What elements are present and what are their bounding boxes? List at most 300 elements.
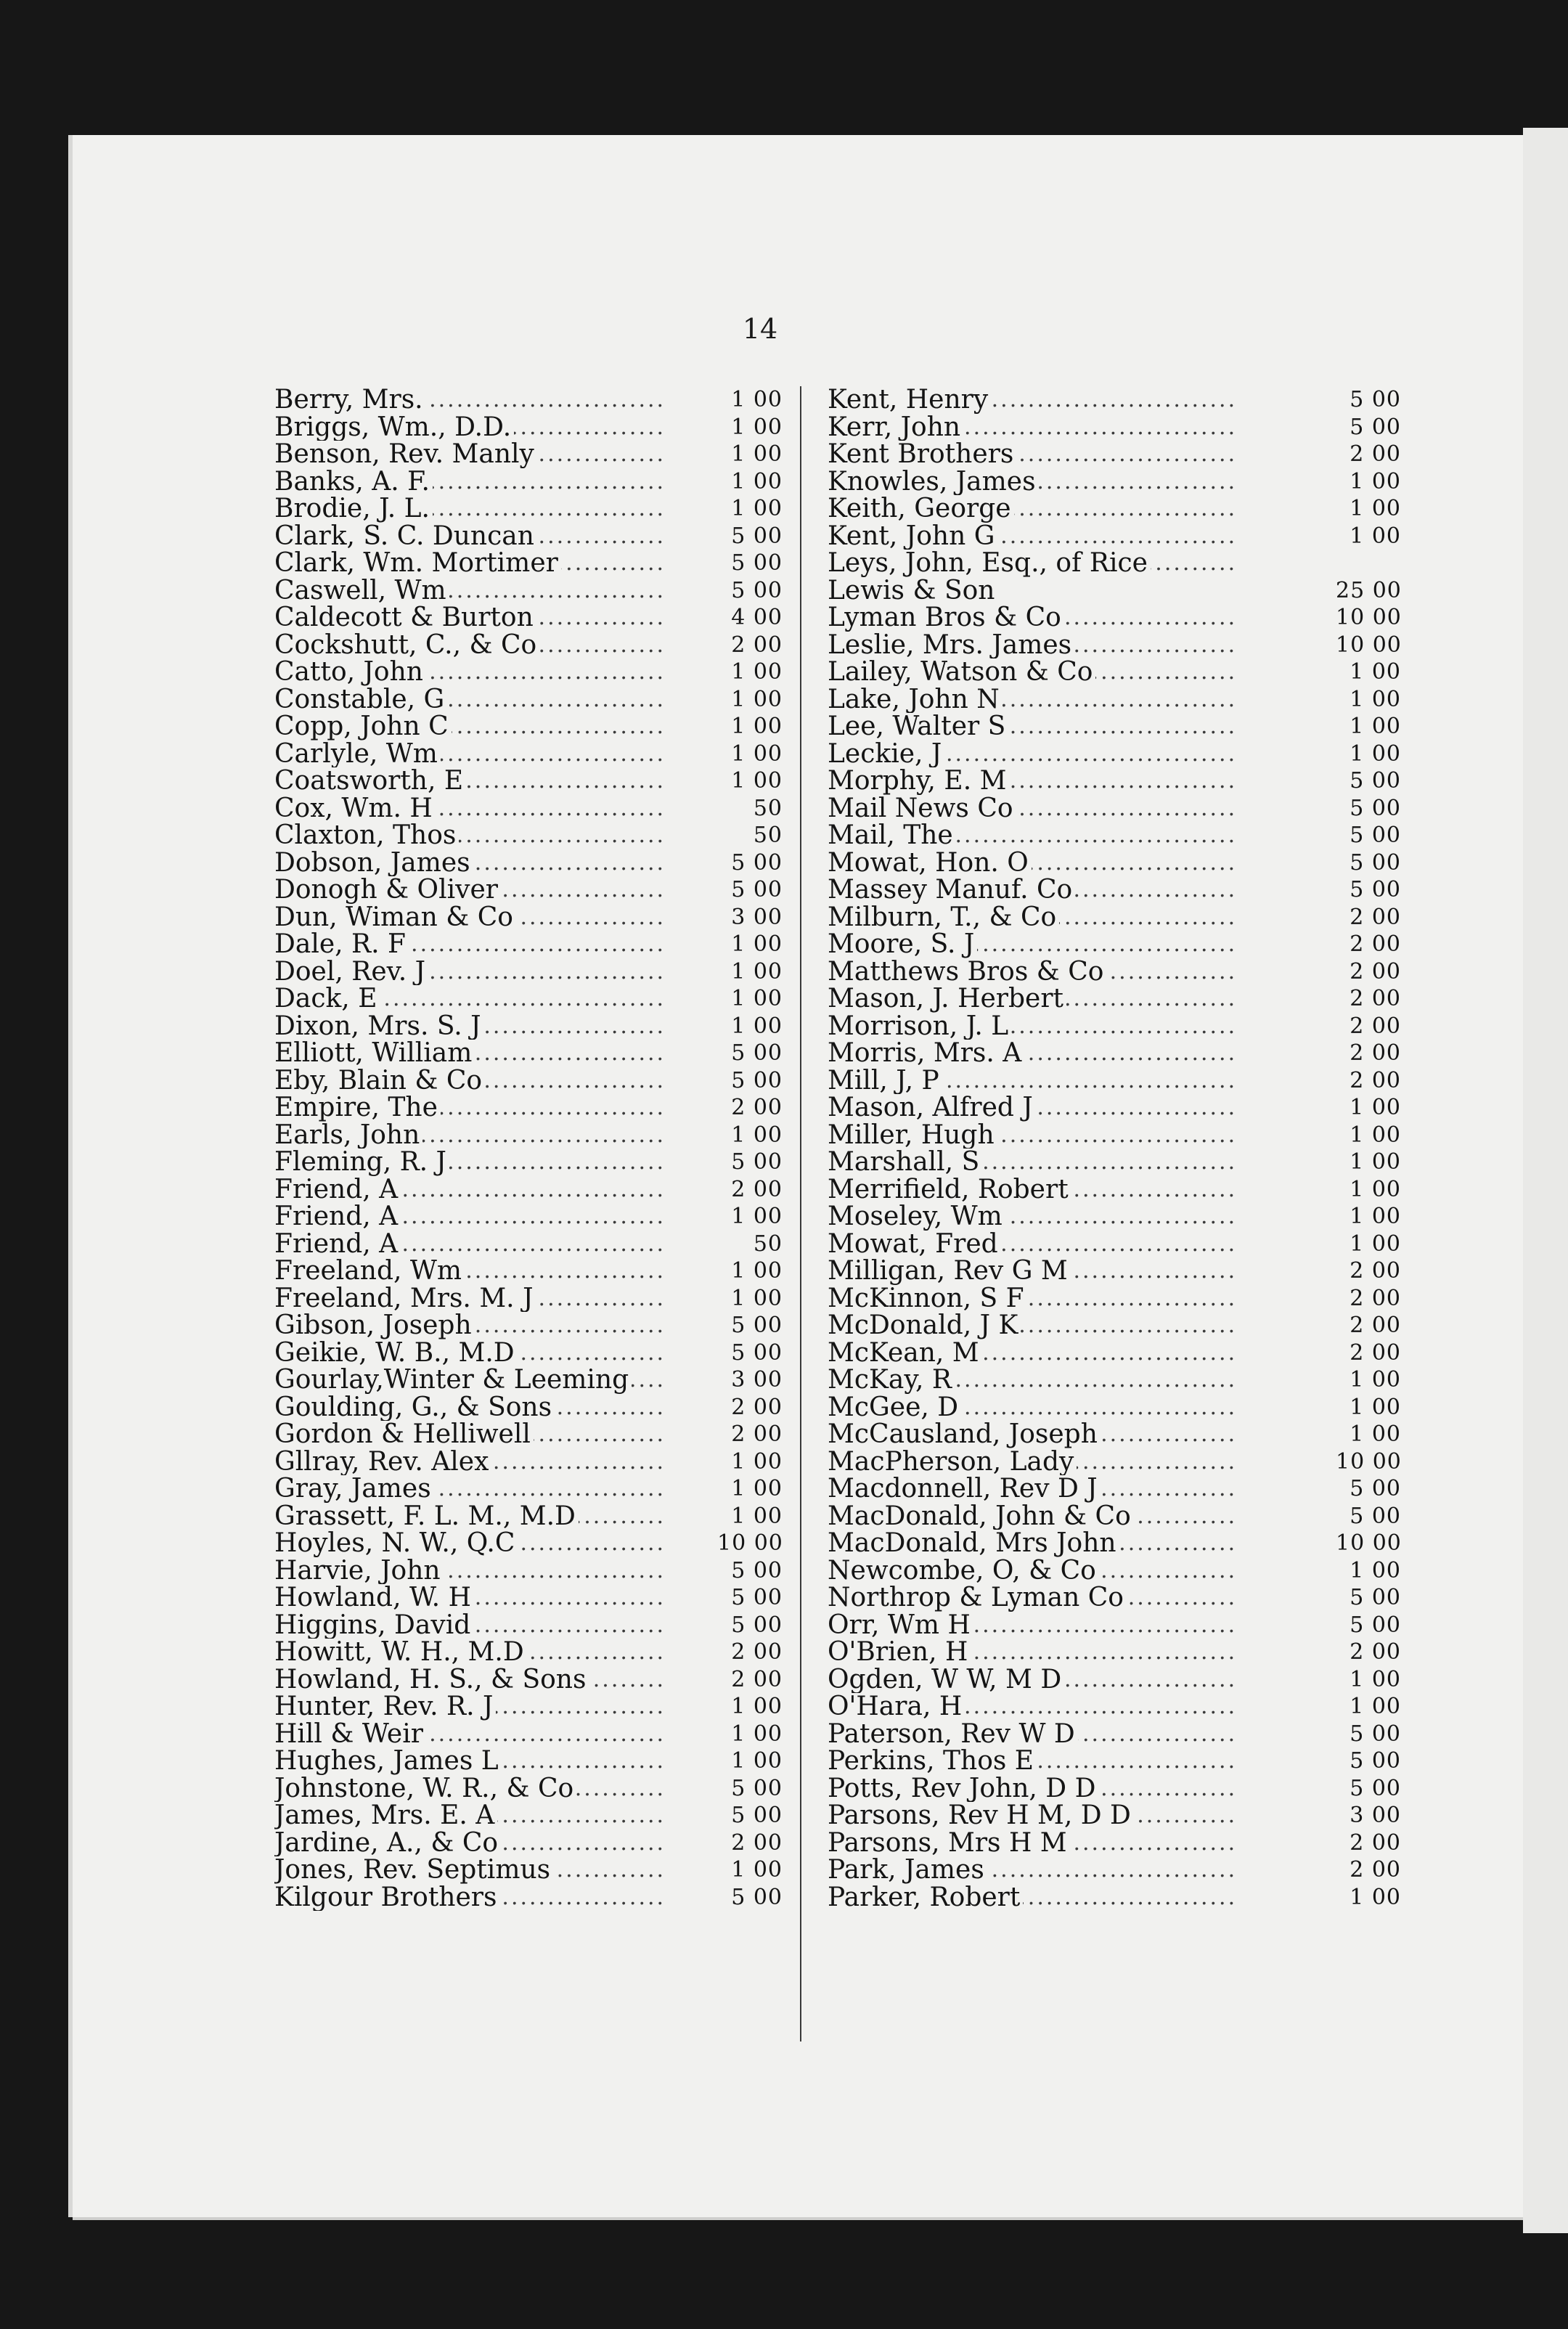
subscriber-name — [828, 1557, 1234, 1585]
subscriber-name — [274, 1666, 666, 1694]
subscription-amount: 3 00 — [1349, 1803, 1401, 1828]
list-item — [274, 1503, 855, 1530]
list-item — [274, 414, 855, 441]
subscription-amount: 5 00 — [1349, 768, 1401, 794]
subscriber-name-text: O'Hara, H — [828, 1693, 965, 1721]
subscriber-name-text: Clark, Wm. Mortimer — [274, 550, 561, 577]
subscriber-name-text: McGee, D — [828, 1394, 961, 1422]
list-item — [274, 1040, 855, 1067]
list-item — [274, 1203, 855, 1231]
subscriber-name — [274, 904, 666, 931]
subscriber-name-text: Carlyle, Wm — [274, 741, 441, 768]
list-item — [274, 1721, 855, 1748]
subscriber-name-text: McKean, M — [828, 1339, 982, 1367]
list-item — [274, 1067, 855, 1095]
subscription-amount: 1 00 — [1349, 686, 1401, 712]
list-item — [828, 904, 1510, 931]
subscription-amount: 5 00 — [1349, 1775, 1401, 1801]
subscriber-name — [828, 1257, 1234, 1285]
subscription-amount: 5 00 — [1349, 1476, 1401, 1501]
subscriber-name — [828, 1013, 1234, 1040]
subscription-amount: 5 00 — [1349, 1585, 1401, 1610]
list-item — [828, 1394, 1510, 1422]
list-item — [828, 1884, 1510, 1912]
subscription-amount: 1 00 — [1349, 468, 1401, 494]
subscriber-name — [274, 1530, 666, 1557]
adjacent-page-edge — [1523, 128, 1568, 2233]
subscription-amount: 5 00 — [731, 1040, 783, 1066]
subscription-amount: 1 00 — [731, 1258, 783, 1284]
subscriber-name-text: Mill, J, P — [828, 1067, 942, 1095]
subscriber-name — [828, 1312, 1234, 1339]
page-number: 14 — [742, 313, 778, 345]
list-item — [274, 632, 855, 659]
subscriber-name — [274, 931, 666, 958]
subscriber-name-text: Empire, The — [274, 1094, 441, 1122]
list-item — [274, 1231, 855, 1258]
subscription-amount: 1 00 — [1349, 1694, 1401, 1719]
subscriber-name — [274, 468, 666, 496]
subscription-amount: 5 00 — [731, 1149, 783, 1175]
subscription-amount: 50 — [753, 823, 783, 848]
subscription-amount: 2 00 — [731, 1639, 783, 1665]
subscription-amount: 5 00 — [1349, 414, 1401, 440]
subscriber-name — [274, 386, 666, 414]
subscriber-name-text: Hunter, Rev. R. J — [274, 1693, 496, 1721]
subscriber-name-text: Earls, John — [274, 1122, 422, 1149]
list-item — [828, 1176, 1510, 1204]
subscription-amount: 25 00 — [1336, 577, 1402, 603]
list-item — [828, 849, 1510, 877]
subscriber-name-text: Clark, S. C. Duncan — [274, 523, 537, 550]
subscription-amount: 1 00 — [1349, 1231, 1401, 1257]
subscription-amount: 1 00 — [731, 1748, 783, 1774]
subscriber-name — [828, 1802, 1234, 1830]
subscriber-name-text: Coatsworth, E — [274, 767, 466, 795]
subscription-amount: 5 00 — [1349, 1748, 1401, 1774]
subscriber-name-text: Dack, E — [274, 985, 380, 1013]
subscriber-name-text: Claxton, Thos — [274, 822, 459, 849]
subscription-amount: 2 00 — [1349, 904, 1401, 930]
list-item — [828, 1721, 1510, 1748]
subscriber-name-text: Caswell, Wm — [274, 577, 449, 605]
subscriber-name-text: James, Mrs. E. A — [274, 1802, 497, 1830]
subscription-amount: 1 00 — [731, 768, 783, 794]
subscriber-name-text: Morris, Mrs. A — [828, 1040, 1024, 1067]
subscriber-name-text: Friend, A — [274, 1231, 401, 1258]
subscriber-name-text: Lyman Bros & Co — [828, 604, 1064, 632]
subscriber-name-text: Moore, S. J — [828, 931, 977, 958]
subscription-amount: 2 00 — [1349, 1013, 1401, 1039]
subscription-amount: 5 00 — [731, 1775, 783, 1801]
subscriber-name — [828, 1339, 1234, 1367]
subscriber-name-text: Kent, Henry — [828, 386, 991, 414]
subscriber-name — [828, 1747, 1234, 1775]
subscriber-name-text: McCausland, Joseph — [828, 1421, 1101, 1448]
subscriber-name-text: Higgins, David — [274, 1612, 473, 1639]
subscriber-name — [828, 1475, 1234, 1503]
subscription-amount: 3 00 — [731, 1367, 783, 1392]
subscription-amount: 1 00 — [1349, 1557, 1401, 1583]
list-item — [274, 1394, 855, 1422]
subscriber-name — [828, 1176, 1234, 1204]
subscription-amount: 5 00 — [731, 1884, 783, 1910]
subscription-amount: 10 00 — [1336, 605, 1402, 630]
subscription-amount: 1 00 — [1349, 1149, 1401, 1175]
subscriber-name-text: Doel, Rev. J — [274, 958, 428, 986]
list-item — [828, 795, 1510, 823]
list-item — [274, 1856, 855, 1884]
subscriber-name-text: Mowat, Hon. O — [828, 849, 1032, 877]
subscriber-name — [274, 985, 666, 1013]
subscriber-name — [828, 822, 1234, 849]
subscriber-name — [828, 1394, 1234, 1422]
subscriber-name-text: Harvie, John — [274, 1557, 444, 1585]
subscriber-name-text: MacDonald, John & Co — [828, 1503, 1134, 1530]
subscriber-name-text: Massey Manuf. Co — [828, 876, 1075, 904]
subscriber-name — [274, 1122, 666, 1149]
subscriber-name-text: Mail, The — [828, 822, 956, 849]
subscriber-name-text: MacDonald, Mrs John — [828, 1530, 1119, 1557]
subscription-amount: 2 00 — [1349, 1258, 1401, 1284]
subscriber-name — [828, 1067, 1234, 1095]
subscription-amount: 5 00 — [731, 523, 783, 549]
subscriber-name-text: Jones, Rev. Septimus — [274, 1856, 553, 1884]
subscriber-name-text: Northrop & Lyman Co — [828, 1584, 1127, 1612]
subscription-amount: 5 00 — [731, 1557, 783, 1583]
subscription-amount: 2 00 — [731, 632, 783, 658]
subscriber-name — [274, 1693, 666, 1721]
subscription-amount: 1 00 — [731, 1285, 783, 1311]
list-item — [828, 1802, 1510, 1830]
subscriber-name-text: Mason, J. Herbert — [828, 985, 1066, 1013]
list-item — [274, 1612, 855, 1639]
subscriber-name — [828, 931, 1234, 958]
subscription-amount: 5 00 — [1349, 387, 1401, 412]
list-item — [828, 1639, 1510, 1666]
list-item — [274, 1475, 855, 1503]
subscriber-name — [828, 604, 1234, 632]
subscriber-name-text: Freeland, Mrs. M. J — [274, 1285, 536, 1313]
subscriber-name-text: Matthews Bros & Co — [828, 958, 1106, 986]
subscriber-name-text: Banks, A. F. — [274, 468, 433, 496]
subscriber-name-text: Geikie, W. B., M.D — [274, 1339, 518, 1367]
subscriber-name-text: Howitt, W. H., M.D — [274, 1639, 527, 1666]
subscriber-name-text: Orr, Wm H — [828, 1612, 973, 1639]
subscription-amount: 2 00 — [1349, 986, 1401, 1011]
subscriber-name-text: Moseley, Wm — [828, 1203, 1005, 1231]
subscriber-name — [274, 1856, 666, 1884]
list-item — [274, 849, 855, 877]
subscriber-name — [828, 767, 1234, 795]
subscriber-name — [828, 795, 1234, 823]
subscription-amount: 1 00 — [731, 1448, 783, 1475]
list-item — [828, 1257, 1510, 1285]
subscriber-name-text: Morphy, E. M — [828, 767, 1009, 795]
subscriber-name-text: Gllray, Rev. Alex — [274, 1448, 491, 1476]
subscriber-name — [828, 1421, 1234, 1448]
list-item — [274, 1693, 855, 1721]
list-item — [828, 1830, 1510, 1857]
subscription-amount: 2 00 — [1349, 958, 1401, 984]
list-item — [828, 985, 1510, 1013]
subscription-amount: 1 00 — [1349, 523, 1401, 549]
list-item — [828, 523, 1510, 550]
subscriber-name — [274, 713, 666, 741]
subscription-amount: 1 00 — [1349, 659, 1401, 685]
list-item — [828, 1203, 1510, 1231]
subscriber-name-text: Dale, R. F — [274, 931, 409, 958]
list-item — [828, 1775, 1510, 1803]
subscriber-name — [828, 550, 1234, 577]
document-page — [73, 135, 1523, 2217]
subscriber-name — [828, 1775, 1234, 1803]
subscriber-name-text: Cox, Wm. H — [274, 795, 436, 823]
subscription-amount: 2 00 — [1349, 1857, 1401, 1883]
list-item — [274, 1775, 855, 1803]
subscriber-name — [828, 468, 1234, 496]
list-item — [274, 686, 855, 714]
subscriber-name — [828, 1094, 1234, 1122]
subscriber-name-text: Eby, Blain & Co — [274, 1067, 485, 1095]
subscriber-name-text: Paterson, Rev W D — [828, 1721, 1078, 1748]
subscriber-name-text: Leckie, J — [828, 741, 944, 768]
list-item — [274, 1639, 855, 1666]
subscription-amount: 5 00 — [731, 1313, 783, 1338]
subscriber-name — [828, 577, 1234, 605]
subscriber-name — [274, 1231, 666, 1258]
list-item — [828, 577, 1510, 605]
list-item — [828, 1339, 1510, 1367]
subscriber-name — [274, 686, 666, 714]
subscriber-name-text: Johnstone, W. R., & Co — [274, 1775, 576, 1803]
list-item — [274, 985, 855, 1013]
subscription-amount: 1 00 — [731, 387, 783, 412]
subscription-amount: 10 00 — [1336, 1448, 1402, 1475]
list-item — [274, 1747, 855, 1775]
subscriber-name — [274, 1067, 666, 1095]
subscriber-name-text: Newcombe, O, & Co — [828, 1557, 1099, 1585]
subscriber-name — [274, 1747, 666, 1775]
subscriber-name — [828, 1639, 1234, 1666]
subscriber-name — [828, 386, 1234, 414]
subscriber-name — [274, 1503, 666, 1530]
subscriber-name-text: Hoyles, N. W., Q.C — [274, 1530, 518, 1557]
subscriber-name-text: Catto, John — [274, 658, 426, 686]
subscription-amount: 1 00 — [731, 1721, 783, 1747]
list-item — [274, 1013, 855, 1040]
subscription-amount: 10 00 — [1336, 1530, 1402, 1556]
subscription-amount: 5 00 — [1349, 877, 1401, 902]
list-item — [828, 1856, 1510, 1884]
subscriber-name-text: Milburn, T., & Co — [828, 904, 1059, 931]
subscription-amount: 1 00 — [731, 496, 783, 521]
subscriber-name — [274, 1475, 666, 1503]
subscription-amount: 2 00 — [1349, 1067, 1401, 1093]
list-item — [274, 1666, 855, 1694]
list-item — [828, 386, 1510, 414]
subscription-amount: 5 00 — [731, 550, 783, 576]
subscriber-name — [274, 414, 666, 441]
subscription-amount: 2 00 — [1349, 1339, 1401, 1366]
subscriber-name — [274, 1366, 666, 1394]
subscriber-name-text: Berry, Mrs. — [274, 386, 426, 414]
subscriber-name — [828, 904, 1234, 931]
list-item — [828, 1693, 1510, 1721]
subscriber-name — [274, 1421, 666, 1448]
subscription-amount: 1 00 — [1349, 1666, 1401, 1692]
subscription-amount: 1 00 — [1349, 1394, 1401, 1420]
list-item — [828, 1530, 1510, 1557]
list-item — [828, 1448, 1510, 1476]
list-item — [828, 1666, 1510, 1694]
list-item — [828, 1312, 1510, 1339]
subscriber-name — [828, 1884, 1234, 1912]
subscriber-name — [828, 1666, 1234, 1694]
subscriber-name — [274, 1721, 666, 1748]
subscriber-name — [828, 414, 1234, 441]
subscriber-name-text: Brodie, J. L. — [274, 495, 433, 523]
subscription-amount: 1 00 — [731, 686, 783, 712]
subscriber-name-text: Copp, John C — [274, 713, 452, 741]
subscriber-name-text: Caldecott & Burton — [274, 604, 536, 632]
list-item — [828, 1231, 1510, 1258]
subscriber-name-text: Howland, H. S., & Sons — [274, 1666, 589, 1694]
subscriber-name — [274, 741, 666, 768]
subscriber-name — [828, 876, 1234, 904]
list-item — [828, 1747, 1510, 1775]
subscription-amount: 1 00 — [1349, 714, 1401, 739]
list-item — [828, 1013, 1510, 1040]
subscription-amount: 5 00 — [731, 1612, 783, 1638]
subscriber-name-text: Hill & Weir — [274, 1721, 426, 1748]
subscriber-name-text: Parker, Robert — [828, 1884, 1023, 1912]
subscription-amount: 5 00 — [1349, 1721, 1401, 1747]
list-item — [274, 713, 855, 741]
subscription-amount: 1 00 — [1349, 1095, 1401, 1120]
subscriber-name-text: Briggs, Wm., D.D. — [274, 414, 514, 441]
subscriber-name-text: McKinnon, S F — [828, 1285, 1027, 1313]
list-item — [828, 958, 1510, 986]
list-item — [828, 495, 1510, 523]
list-item — [274, 1094, 855, 1122]
subscriber-name-text: Gray, James — [274, 1475, 434, 1503]
subscriber-name — [828, 713, 1234, 741]
list-item — [828, 741, 1510, 768]
subscriber-name — [274, 958, 666, 986]
subscription-amount: 5 00 — [731, 1339, 783, 1366]
subscription-amount: 5 00 — [1349, 795, 1401, 821]
subscription-amount: 1 00 — [1349, 1204, 1401, 1229]
subscriber-name-text: Constable, G — [274, 686, 447, 714]
subscriber-name — [828, 686, 1234, 714]
left-subscriber-list — [274, 386, 855, 1911]
list-item — [274, 1421, 855, 1448]
list-item — [274, 795, 855, 823]
subscription-amount: 5 00 — [1349, 823, 1401, 848]
list-item — [274, 550, 855, 577]
subscriber-name-text: Friend, A — [274, 1176, 401, 1204]
subscription-amount: 1 00 — [731, 931, 783, 957]
subscriber-name — [828, 1830, 1234, 1857]
subscriber-name — [274, 876, 666, 904]
subscription-amount: 1 00 — [1349, 1176, 1401, 1202]
subscriber-name-text: Dun, Wiman & Co — [274, 904, 516, 931]
list-item — [828, 686, 1510, 714]
subscriber-name-text: Potts, Rev John, D D — [828, 1775, 1098, 1803]
list-item — [274, 1557, 855, 1585]
list-item — [274, 1257, 855, 1285]
subscription-amount: 2 00 — [731, 1666, 783, 1692]
subscription-amount: 1 00 — [1349, 741, 1401, 767]
subscriber-name-text: Lee, Walter S — [828, 713, 1008, 741]
column-divider — [800, 386, 801, 2042]
subscription-amount: 1 00 — [731, 441, 783, 467]
subscriber-name — [274, 1639, 666, 1666]
subscription-amount: 1 00 — [731, 1013, 783, 1039]
subscriber-name-text: Leys, John, Esq., of Rice — [828, 550, 1151, 577]
subscriber-name-text: Kent Brothers — [828, 441, 1016, 468]
subscription-amount: 5 00 — [731, 1803, 783, 1828]
subscriber-name — [274, 1557, 666, 1585]
subscriber-name-text: Cockshutt, C., & Co — [274, 632, 539, 659]
subscriber-name — [828, 1503, 1234, 1530]
subscription-amount: 1 00 — [731, 958, 783, 984]
subscription-amount: 3 00 — [731, 904, 783, 930]
list-item — [274, 767, 855, 795]
subscriber-name — [274, 1394, 666, 1422]
subscriber-name-text: Lailey, Watson & Co — [828, 658, 1095, 686]
subscriber-name-text: Dixon, Mrs. S. J — [274, 1013, 484, 1040]
subscriber-name — [274, 1176, 666, 1204]
subscriber-name — [274, 1584, 666, 1612]
subscriber-name — [828, 741, 1234, 768]
list-item — [274, 1884, 855, 1912]
subscriber-name-text: Fleming, R. J — [274, 1149, 449, 1176]
subscriber-name — [828, 1693, 1234, 1721]
list-item — [828, 1612, 1510, 1639]
subscriber-name — [828, 1584, 1234, 1612]
subscriber-name — [828, 1366, 1234, 1394]
subscriber-name — [274, 1257, 666, 1285]
subscriber-name-text: Lake, John N — [828, 686, 1003, 714]
subscriber-name-text: Macdonnell, Rev D J — [828, 1475, 1101, 1503]
subscriber-name — [274, 1040, 666, 1067]
subscription-amount: 1 00 — [731, 1476, 783, 1501]
list-item — [274, 904, 855, 931]
subscription-amount: 1 00 — [1349, 496, 1401, 521]
list-item — [274, 822, 855, 849]
subscriber-name-text: McDonald, J K — [828, 1312, 1021, 1339]
list-item — [828, 658, 1510, 686]
subscription-amount: 1 00 — [731, 1503, 783, 1529]
subscriber-name — [828, 1149, 1234, 1176]
subscriber-name — [828, 849, 1234, 877]
subscription-amount: 5 00 — [1349, 1503, 1401, 1529]
subscriber-name — [274, 1775, 666, 1803]
subscriber-name — [274, 523, 666, 550]
subscriber-name-text: Mason, Alfred J — [828, 1094, 1036, 1122]
subscription-amount: 1 00 — [731, 414, 783, 440]
subscriber-name-text: Howland, W. H — [274, 1584, 474, 1612]
subscriber-name-text: Parsons, Rev H M, D D — [828, 1802, 1134, 1830]
subscriber-name — [274, 1312, 666, 1339]
subscriber-name — [828, 632, 1234, 659]
subscriber-name-text: Jardine, A., & Co — [274, 1830, 501, 1857]
subscription-amount: 50 — [753, 1231, 783, 1257]
subscription-amount: 1 00 — [731, 1694, 783, 1719]
list-item — [828, 876, 1510, 904]
